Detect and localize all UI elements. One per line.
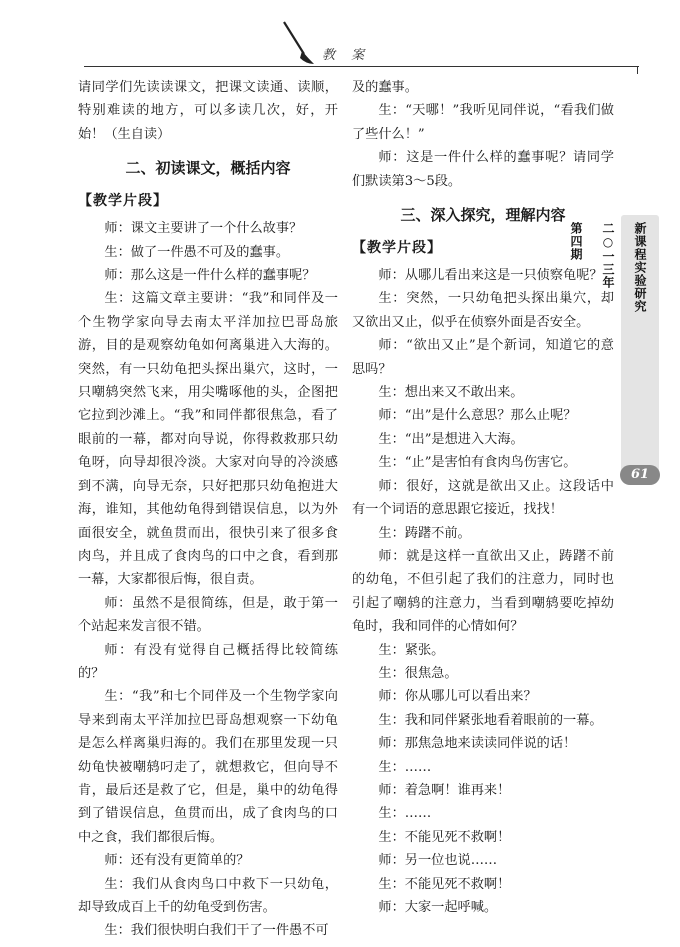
dialogue-line: 生：我们很快明白我们干了一件愚不可 — [104, 923, 329, 939]
dialogue-line: 师：那焦急地来读读同伴说的话！ — [378, 736, 577, 752]
dialogue-line: 师：另一位也说…… — [378, 853, 498, 869]
dialogue-line: 生：做了一件愚不可及的蠢事。 — [104, 244, 290, 260]
journal-year: 二○一三年 — [601, 222, 615, 289]
dialogue-line: 生：突然，一只幼龟把头探出巢穴，却又欲出又止，似乎在侦察外面是否安全。 — [352, 291, 614, 330]
dialogue-line: 生：我们从食肉鸟口中救下一只幼龟，却导致成百上千的幼龟受到伤害。 — [78, 876, 338, 915]
dialogue-line: 师：虽然不是很简练，但是，敢于第一个站起来发言很不错。 — [78, 595, 338, 635]
fragment-label: 【教学片段】 — [78, 193, 168, 210]
dialogue-line: 生：不能见死不救啊！ — [378, 876, 511, 892]
left-column — [78, 76, 338, 943]
section-title-3: 三、深入探究，理解内容 — [400, 206, 566, 225]
dialogue-line: 生：不能见死不救啊！ — [378, 829, 511, 845]
dialogue-line: 生：“天哪！”我听见同伴说，“看我们做了些什么！” — [352, 103, 614, 142]
dialogue-line: 师：还有没有更简单的？ — [104, 853, 250, 869]
dialogue-line: 生：紧张。 — [378, 642, 445, 658]
journal-issue: 第四期 — [569, 222, 583, 261]
page-number: 61 — [620, 465, 660, 485]
dialogue-line: 生：踌躇不前。 — [378, 525, 471, 541]
dialogue-line: 师：这是一件什么样的蠢事呢？请同学们默读第3～5段。 — [352, 150, 614, 189]
journal-side-text — [569, 222, 656, 313]
right-column — [352, 76, 614, 919]
dialogue-line: 生：我和同伴紧张地看着眼前的一幕。 — [378, 712, 603, 728]
continued-text: 及的蠢事。 — [352, 80, 418, 95]
dialogue-line: 师：那么这是一件什么样的蠢事呢？ — [104, 268, 316, 284]
brush-icon — [278, 18, 318, 68]
page-header — [0, 0, 680, 70]
dialogue-line: 师：就是这样一直欲出又止，踌躇不前的幼龟，不但引起了我们的注意力，同时也引起了嘲鸫的注意力，当看到嘲鸫要吃掉幼龟时，我和同伴的心情如何？ — [352, 548, 614, 635]
dialogue-line: 生：想出来又不敢出来。 — [378, 385, 524, 401]
dialogue-line: 师：着急啊！谁再来！ — [378, 782, 511, 798]
section-title-2: 二、初读课文，概括内容 — [125, 159, 291, 178]
dialogue-line: 生：“我”和七个同伴及一个生物学家向导来到南太平洋加拉巴哥岛想观察一下幼龟是怎么样离巢归海的。我们在那里发现一只幼龟快被嘲鸫叼走了，就想救它，但向导不肯，最后还是救了它，但是，巢中的幼龟得到了错误信息，鱼贯而出，成了食肉鸟的口中之食，我们都很后悔。 — [78, 689, 338, 845]
header-rule — [84, 66, 639, 67]
header-rule-tick — [637, 66, 638, 74]
dialogue-line: 师：有没有觉得自己概括得比较简练的？ — [78, 642, 338, 681]
dialogue-line: 师：课文主要讲了一个什么故事？ — [104, 221, 303, 237]
intro-paragraph: 请同学们先读读课文，把课文读通、读顺，特别难读的地方，可以多读几次，好，开始！（生自读） — [78, 80, 338, 142]
journal-name: 新课程实验研究 — [633, 222, 647, 313]
dialogue-line: 师：“欲出又止”是个新词，知道它的意思吗？ — [352, 338, 614, 377]
dialogue-line: 生：很焦急。 — [378, 665, 458, 681]
dialogue-line: 师：“出”是什么意思？那么止呢？ — [378, 408, 577, 424]
dialogue-line: 生：“出”是想进入大海。 — [378, 431, 524, 447]
dialogue-line: 师：大家一起呼喊。 — [378, 900, 498, 915]
dialogue-line: 师：很好，这就是欲出又止。这段话中有一个词语的意思跟它接近，找找！ — [352, 478, 614, 518]
header-title: 教 案 — [322, 48, 371, 63]
dialogue-line: 生：这篇文章主要讲：“我”和同伴及一个生物学家向导去南太平洋加拉巴哥岛旅游，目的是观察幼龟如何离巢进入大海的。突然，有一只幼龟把头探出巢穴，这时，一只嘲鸫突然飞来，用尖嘴啄他的头，企图把它拉到沙滩上。“我”和同伴都很焦急，看了眼前的一幕，都对向导说，你得救救那只幼龟呀，向导却很冷淡。大家对向导的冷淡感到不满，向导无奈，只好把那只幼龟抱进大海，谁知，其他幼龟得到错误信息，以为外面很安全，就鱼贯而出，很快引来了很多食肉鸟，并且成了食肉鸟的口中之食，看到那一幕，大家都很后悔，很自责。 — [78, 291, 338, 588]
dialogue-line: 生：“止”是害怕有食肉鸟伤害它。 — [378, 455, 577, 471]
dialogue-line: 师：你从哪儿可以看出来？ — [378, 689, 537, 705]
fragment-label: 【教学片段】 — [352, 240, 442, 257]
dialogue-line: 生：…… — [378, 759, 432, 775]
dialogue-line: 生：…… — [378, 806, 432, 822]
dialogue-line: 师：从哪儿看出来这是一只侦察龟呢？ — [378, 268, 603, 284]
